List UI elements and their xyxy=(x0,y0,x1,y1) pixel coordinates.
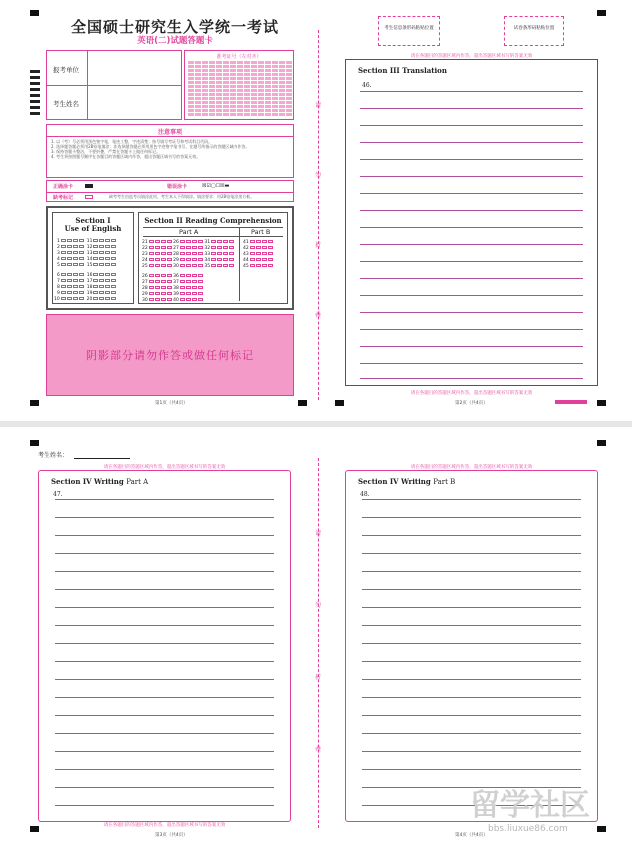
page-number: 第3页（共4页） xyxy=(155,833,188,838)
exam-number-label: 准考证号（左对齐） xyxy=(216,54,262,60)
watermark-url: bbs.liuxue86.com xyxy=(488,824,568,834)
exam-unit-label: 报考单位 xyxy=(53,66,79,74)
note-item: 2. 选择题答题必须用2B铅笔填涂；非选择题答题必须用黑色字迹签字笔书写，在题号所指示的答题区域内作答。 xyxy=(51,144,250,149)
fold-char: 请 xyxy=(315,102,322,109)
page-number: 第1页（共4页） xyxy=(155,401,188,406)
question-number: 47. xyxy=(53,491,63,498)
fold-line xyxy=(318,458,319,828)
page-number: 第4页（共4页） xyxy=(455,833,488,838)
fold-char: 叠 xyxy=(315,312,322,319)
wrong-fill-samples: ☒☑▢☐☒▬ xyxy=(202,183,230,189)
paper-barcode-slot xyxy=(504,16,564,46)
fold-line xyxy=(318,30,319,400)
answer-lines[interactable] xyxy=(362,471,581,821)
translation-section-title: Section III Translation xyxy=(358,66,447,75)
wrong-fill-label: 错误涂卡 xyxy=(167,184,188,190)
do-not-mark-area xyxy=(46,314,294,396)
page-number: 第2页（共4页） xyxy=(455,401,488,406)
sheet-subtitle: 英语(二)试题答题卡 xyxy=(137,36,213,46)
correct-fill-sample xyxy=(85,184,93,188)
fold-char: 勿 xyxy=(315,602,322,609)
registration-mark xyxy=(30,440,39,446)
registration-mark xyxy=(597,440,606,446)
note-item: 4. 考生须按照题号顺序在各题目的答题区域内作答，超出答题区域书写的答案无效。 xyxy=(51,154,201,159)
exam-number-bubbles[interactable] xyxy=(188,61,292,116)
section-label: Section IV Writing xyxy=(358,477,431,486)
fold-char: 折 xyxy=(315,242,322,249)
registration-mark xyxy=(298,400,307,406)
paper-barcode-label: 试卷条形码粘贴位置 xyxy=(513,26,555,31)
answer-area-warning: 请在各题目的答题区域内作答，超出答题区域书写的答案无效 xyxy=(103,465,226,470)
section2-box: Section II Reading Comprehension Part A Part B 21 26 31 22 27 32 23 28 33 24 29 34 25 30 35 26 36 27 37 28 38 29 39 30 40 41 42 43 44 45 xyxy=(138,212,288,304)
page-marker xyxy=(555,400,587,404)
registration-mark xyxy=(597,826,606,832)
do-not-mark-text: 阴影部分请勿作答或做任何标记 xyxy=(86,349,254,362)
writing-a-answer-area[interactable] xyxy=(38,470,291,822)
part-label: Part B xyxy=(433,478,456,486)
question-number: 48. xyxy=(360,491,370,498)
part-label: Part A xyxy=(126,478,149,486)
registration-mark xyxy=(597,10,606,16)
note-item: 1. 以（考）号必须用黑色签字笔，笔迹工整，字迹清楚；按号填写考证号和考试科目代码。 xyxy=(51,139,213,144)
note-item: 3. 保持答题卡整洁，不要折叠，严禁在答题卡上做任何标记。 xyxy=(51,149,161,154)
sheet-divider xyxy=(0,421,632,427)
writing-b-answer-area[interactable] xyxy=(345,470,598,822)
objective-answer-area xyxy=(46,206,294,310)
notes-list xyxy=(51,139,289,159)
absent-note: 缺考考生由监考员填涂此项，考生本人不得填涂。填涂要求：用2B铅笔涂黑方框。 xyxy=(109,194,255,199)
answer-area-warning: 请在各题目的答题区域内作答，超出答题区域书写的答案无效 xyxy=(103,823,226,828)
registration-mark xyxy=(30,400,39,406)
section1-subtitle: Use of English xyxy=(64,224,122,233)
answer-area-warning: 请在各题目的答题区域内作答，超出答题区域书写的答案无效 xyxy=(410,391,533,396)
student-name-line[interactable] xyxy=(74,458,130,459)
section1-box: Section I Use of English 1 11 2 12 3 13 4 14 5 15 6 16 7 17 8 18 9 19 10 20 xyxy=(52,212,134,304)
candidate-barcode-label: 考生信息条形码粘贴位置 xyxy=(384,26,434,31)
watermark-logo: 留学社区 xyxy=(470,788,590,823)
notes-title: 注意事项 xyxy=(157,129,182,136)
answer-lines[interactable] xyxy=(360,60,583,385)
registration-mark xyxy=(30,10,39,16)
notes-box xyxy=(46,124,294,178)
registration-mark xyxy=(597,400,606,406)
student-name-label: 考生姓名： xyxy=(38,452,69,459)
section-label: Section IV Writing xyxy=(51,477,124,486)
top-sheet xyxy=(0,0,632,420)
candidate-barcode-slot xyxy=(378,16,440,46)
registration-mark xyxy=(335,400,344,406)
fold-char: 请 xyxy=(315,530,322,537)
student-name-label: 考生姓名 xyxy=(53,100,79,108)
part-b-label: Part B xyxy=(251,228,271,236)
question-number: 46. xyxy=(362,82,372,89)
section2-title: Section II Reading Comprehension xyxy=(144,216,282,225)
fill-sample-box xyxy=(46,180,294,202)
absent-label: 缺考标记 xyxy=(53,195,74,201)
section1-title: Section I xyxy=(75,216,111,225)
fold-char: 叠 xyxy=(315,746,322,753)
answer-lines[interactable] xyxy=(55,471,274,821)
answer-area-warning: 请在各题目的答题区域内作答，超出答题区域书写的答案无效 xyxy=(410,465,533,470)
sheet-title: 全国硕士研究生入学统一考试 xyxy=(70,18,279,36)
fold-char: 勿 xyxy=(315,172,322,179)
answer-area-warning: 请在各题目的答题区域内作答，超出答题区域书写的答案无效 xyxy=(410,54,533,59)
bottom-sheet xyxy=(0,428,632,855)
exam-number-grid[interactable] xyxy=(184,50,294,120)
translation-answer-area[interactable] xyxy=(345,59,598,386)
candidate-info-box xyxy=(46,50,182,120)
fold-char: 折 xyxy=(315,674,322,681)
part-a-label: Part A xyxy=(179,228,199,236)
absent-checkbox[interactable] xyxy=(85,195,93,199)
correct-fill-label: 正确涂卡 xyxy=(53,184,74,190)
